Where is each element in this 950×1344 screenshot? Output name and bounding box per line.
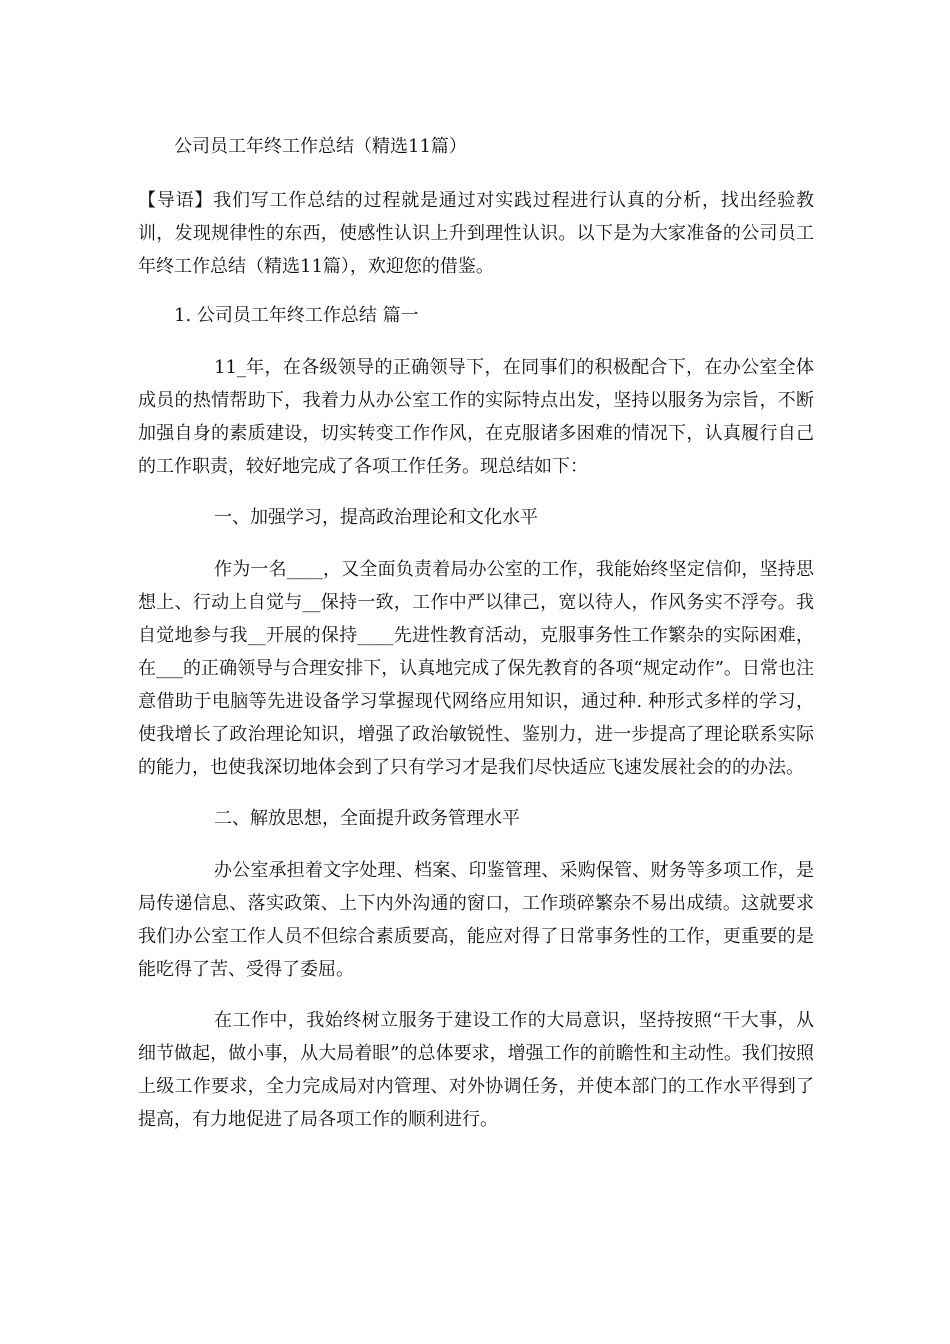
document-body (138, 130, 814, 1154)
section-heading-1: 1. 公司员工年终工作总结 篇一 (174, 305, 419, 326)
document-title: 公司员工年终工作总结（精选11篇） (174, 136, 467, 157)
paragraph-3: 办公室承担着文字处理、档案、印鉴管理、采购保管、财务等多项工作，是局传递信息、落实政策、上下内外沟通的窗口，工作琐碎繁杂不易出成绩。这就要求我们办公室工作人员不但综合素质要高，能应对得了日常事务性的工作，更重要的是能吃得了苦、受得了委屈。 (138, 860, 814, 980)
intro-paragraph: 【导语】我们写工作总结的过程就是通过对实践过程进行认真的分析，找出经验教训，发现规律性的东西，使感性认识上升到理性认识。以下是为大家准备的公司员工年终工作总结（精选11篇），欢迎您的借鉴。 (138, 190, 814, 277)
paragraph-4: 在工作中，我始终树立服务于建设工作的大局意识，坚持按照“干大事，从细节做起，做小事，从大局着眼”的总体要求，增强工作的前瞻性和主动性。我们按照上级工作要求，全力完成局对内管理、对外协调任务，并使本部门的工作水平得到了提高，有力地促进了局各项工作的顺利进行。 (138, 1010, 814, 1130)
paragraph-1: 11_年，在各级领导的正确领导下，在同事们的积极配合下，在办公室全体成员的热情帮助下，我着力从办公室工作的实际特点出发，坚持以服务为宗旨，不断加强自身的素质建设，切实转变工作作风，在克服诸多困难的情况下，认真履行自己的工作职责，较好地完成了各项工作任务。现总结如下： (138, 357, 814, 477)
subheading-1: 一、加强学习，提高政治理论和文化水平 (214, 507, 538, 528)
paragraph-2: 作为一名____，又全面负责着局办公室的工作，我能始终坚定信仰，坚持思想上、行动上自觉与__保持一致，工作中严以律己，宽以待人，作风务实不浮夸。我自觉地参与我__开展的保持____先进性教育活动，克服事务性工作繁杂的实际困难，在___的正确领导与合理安排下，认真地完成了保先教育的各项“规定动作”。日常也注意借助于电脑等先进设备学习掌握现代网络应用知识，通过种. 种形式多样的学习，使我增长了政治理论知识，增强了政治敏锐性、鉴别力，进一步提高了理论联系实际的能力，也使我深切地体会到了只有学习才是我们尽快适应飞速发展社会的的办法。 (138, 559, 814, 778)
subheading-2: 二、解放思想，全面提升政务管理水平 (214, 808, 520, 829)
